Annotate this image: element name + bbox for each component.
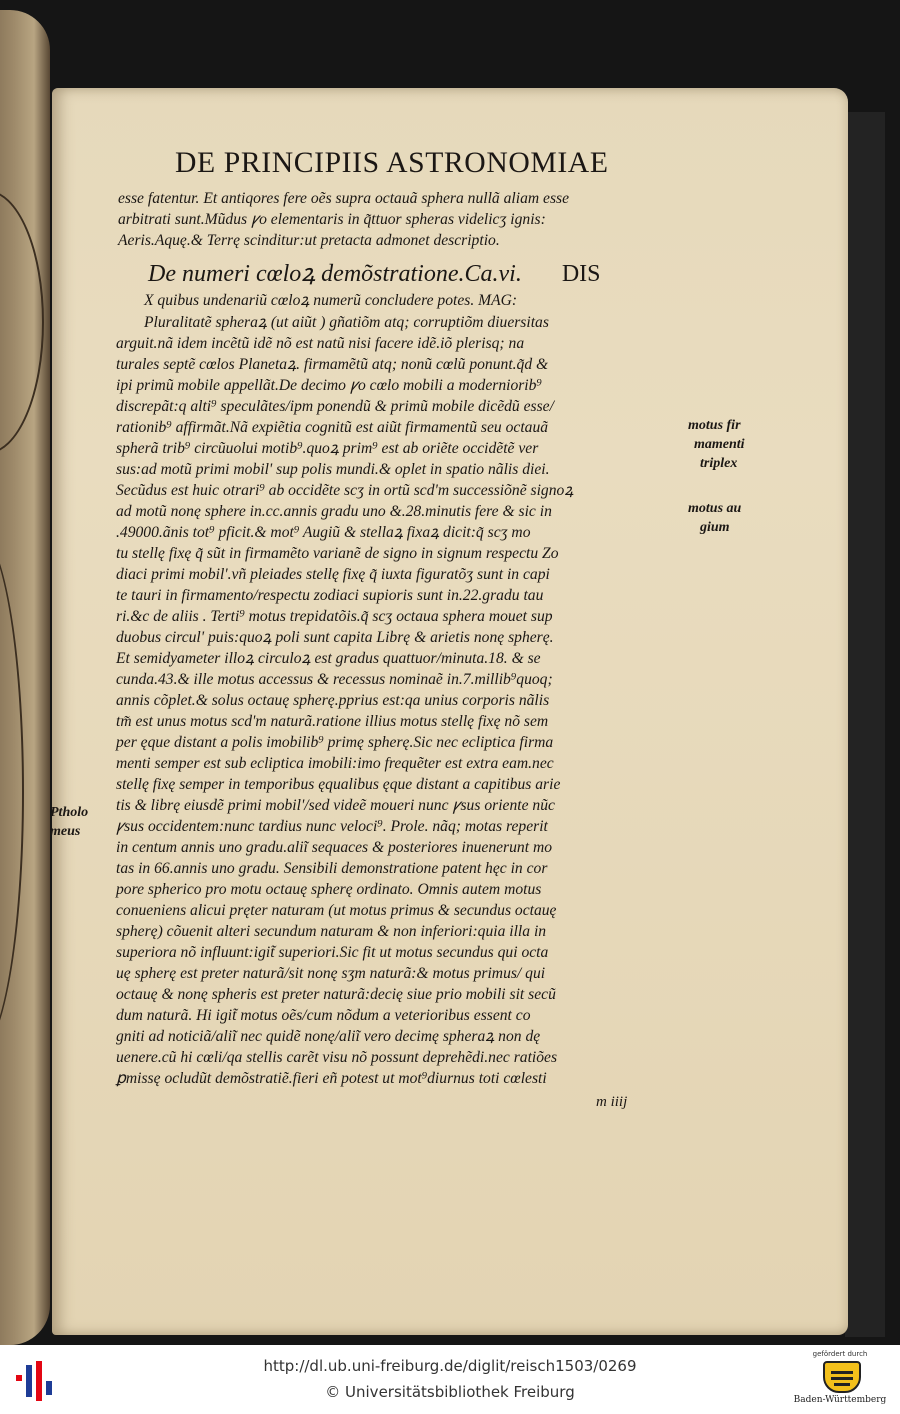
margin-note: mamenti [694,437,745,452]
text-line: tas in 66.annis uno gradu. Sensibili demonstratione patent hęc in cor [116,860,548,877]
text-line: duobus circul' puis:quoꝝ poli sunt capita Librę & arietis nonę spherę. [116,629,554,646]
text-line: arbitrati sunt.Mũdus ꝩo elementaris in q̃ttuor spheras videlicʒ ignis: [118,211,546,228]
text-line: sus:ad motũ primi mobil' sup polis mundi.& oplet in spatio nãlis diei. [116,461,550,478]
text-line: esse fatentur. Et antiqores fere oẽs supra octauã sphera nullã aliam esse [118,190,570,207]
text-line: ipi primũ mobile appellãt.De decimo ꝩo cœlo mobili a moderniorib⁹ [116,377,542,394]
text-line: cunda.43.& ille motus accessus & recessus nominaẽ in.7.millib⁹quoq; [116,671,553,688]
margin-note: motus fir [688,418,741,433]
text-line: spherã trib⁹ circũuolui motib⁹.quoꝝ prim⁹ est ab oriẽte occidẽtẽ ver [116,440,539,457]
logo-bar-red [16,1375,22,1381]
coat-of-arms-icon [823,1361,861,1393]
text-line: arguit.nã idem incẽtũ idẽ nõ est natũ nisi facere idẽ.iõ plerisq; na [116,335,525,352]
sponsor-caption: gefördert durch [812,1350,868,1358]
text-line: ꝑmissę ocludũt demõstratiẽ.fieri eñ potest ut mot⁹diurnus toti cœlesti [116,1070,547,1087]
text-line: octauę & nonę spheris est preter naturã:decię siue prio mobili sit secũ [116,986,556,1003]
text-line: dum naturã. Hi igit̃ motus oẽs/cum nõdum a veterioribus essent co [116,1007,531,1024]
book-cover-edge [845,112,885,1337]
facing-page-diagram-arc [0,530,24,1054]
text-line: diaci primi mobil'.vñ pleiades stellę fixę q̃ iuxta figuratõʒ sunt in capi [116,566,550,583]
text-line: tu stellę fixę q̃ sũt in firmamẽto varianẽ de signo in signum respectu Zo [116,545,559,562]
sponsor-name: Baden-Württemberg [793,1395,887,1405]
chapter-tag: DIS [561,261,601,287]
chapter-heading-text: De numeri cœloꝝ demõstratione.Ca.vi. [148,261,522,287]
text-line: Pluralitatẽ spheraꝝ (ut aiũt ) gñatiõm atq; corruptiõm diuersitas [144,314,549,331]
margin-note: gium [700,520,730,535]
text-line: annis cõplet.& solus octauę spherę.pprius est:qa unius corporis nãlis [116,692,550,709]
text-line: X quibus undenariũ cœloꝝ numerũ concludere potes. MAG: [144,292,518,309]
text-line: turales septẽ cœlos Planetaꝝ. firmamẽtũ atq; nonũ cœlũ ponunt.q̃d & [116,356,549,373]
text-line: per ęque distant a polis imobilib⁹ primę spherę.Sic nec ecliptica firma [116,734,554,751]
margin-note: Ptholo [50,805,89,820]
text-line: spherę) cõuenit alteri secundum naturam & non inferiori:quia illa in [116,923,547,940]
margin-note: motus au [688,501,742,516]
chapter-heading [148,256,601,289]
text-line: Aeris.Aquę.& Terrę scinditur:ut pretacta admonet descriptio. [118,232,500,249]
text-line: Et semidyameter illoꝝ circuloꝝ est gradus quattuor/minuta.18. & se [116,650,541,667]
text-line: in centum annis uno gradu.aliĩ sequaces & posteriores inuenerunt mo [116,839,553,856]
crest-lion-stripe [834,1383,850,1386]
crest-lion-stripe [831,1377,853,1380]
text-line: ꝩsus occidentem:nunc tardius nunc veloci⁹. Prole. nãq; motas reperit [116,818,548,835]
text-line: conueniens alicui pręter naturam (ut motus primus & secundus octauę [116,902,557,919]
text-line: te tauri in firmamento/respectu zodiaci supioris sunt in.22.gradu tau [116,587,544,604]
margin-note: triplex [700,456,738,471]
text-line: menti semper est sub ecliptica imobili:imo frequẽter est extra eam.nec [116,755,554,772]
margin-note: meus [50,824,81,839]
text-line: tis & librę eiusdẽ primi mobil'/sed videẽ moueri nunc ꝩsus oriente nũc [116,797,555,814]
text-line: uenere.cũ hi cœli/qa stellis carẽt visu nõ possunt deprehẽdi.nec ratiões [116,1049,558,1066]
facing-page-diagram-arc [0,190,44,454]
text-line: Secũdus est huic otrari⁹ ab occidẽte scʒ in ortũ scd'm successiõnẽ signoꝝ [116,482,574,499]
text-line: uę spherę est preter naturã/sit nonę sʒm naturã:& motus primus/ qui [116,965,546,982]
text-line: tm̃ est unus motus scd'm naturã.ratione illius motus stellę fixę nõ sem [116,713,549,730]
text-line: .49000.ãnis tot⁹ pficit.& mot⁹ Augiũ & stellaꝝ fixaꝝ dicit:q̃ scʒ mo [116,524,531,541]
text-line: rationib⁹ affirmãt.Nã expiẽtia cognitũ est aiũt firmamentũ seu octauã [116,419,549,436]
text-line: gniti ad noticiã/aliĩ nec quidẽ nonę/aliĩ vero decimę spheraꝝ non dę [116,1028,541,1045]
text-line: stellę fixę semper in temporibus ęqualibus ęque distant a capitibus arie [116,776,561,793]
text-line: superiora nõ influunt:igit̃ superiori.Sic fit ut motus secundus qui octa [116,944,549,961]
text-line: ri.&c de aliis . Terti⁹ motus trepidatõis.q̃ scʒ octaua sphera mouet sup [116,608,553,625]
running-title: DE PRINCIPIIS ASTRONOMIAE [175,146,609,179]
text-line: ad motũ nonę sphere in.cc.annis gradu uno &.28.minutis fere & sic in [116,503,552,520]
text-line: discrepãt:q alti⁹ speculãtes/ipm ponendũ & primũ mobile dicẽdũ esse/ [116,398,554,415]
signature-mark: m iiij [596,1094,628,1110]
permalink-url[interactable]: http://dl.ub.uni-freiburg.de/diglit/reisch1503/0269 [263,1357,637,1375]
footer-bar [0,1345,900,1414]
crest-lion-stripe [831,1371,853,1374]
copyright-notice: © Universitätsbibliothek Freiburg [325,1383,575,1401]
text-line: pore spherico pro motu octauę spherę ordinato. Omnis autem motus [116,881,542,898]
facing-page-edge [0,10,50,1345]
